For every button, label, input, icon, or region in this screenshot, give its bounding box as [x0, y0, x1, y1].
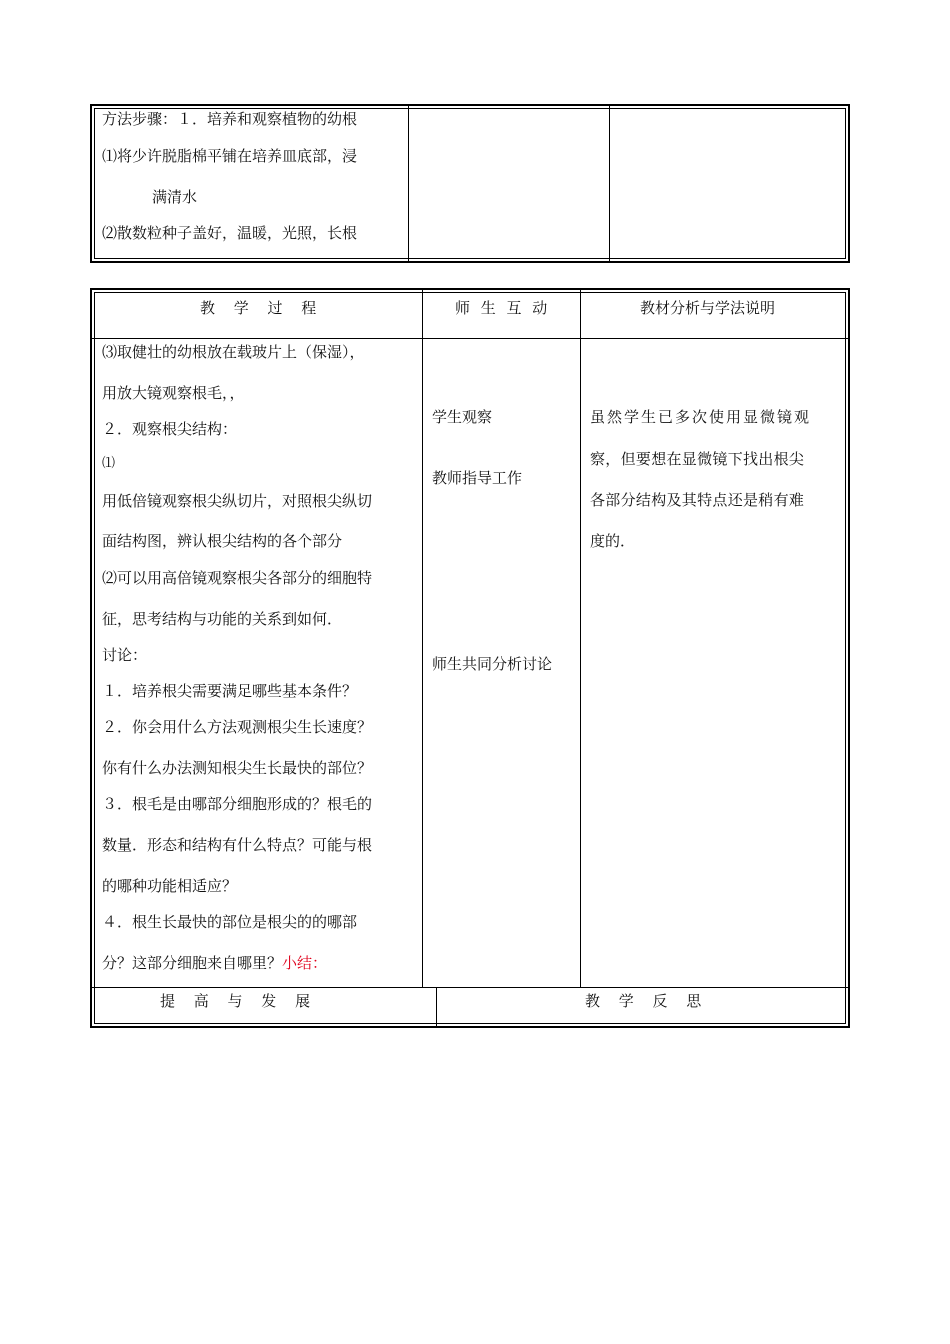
process-line: 征，思考结构与功能的关系到如何． — [102, 610, 343, 628]
interaction-student-observe: 学生观察 — [432, 408, 493, 426]
discussion-question: 你有什么办法测知根尖生长最快的部位？ — [102, 759, 373, 777]
process-line: ２．观察根尖结构： — [102, 420, 238, 438]
process-line: ⑴ — [102, 456, 116, 471]
interaction-joint-discussion: 师生共同分析讨论 — [432, 655, 553, 673]
discussion-question: ３．根毛是由哪部分细胞形成的？根毛的 — [102, 795, 373, 813]
discussion-question: ２．你会用什么方法观测根尖生长速度？ — [102, 718, 373, 736]
col-divider-1 — [422, 290, 423, 987]
discussion-question: 数量．形态和结构有什么特点？可能与根 — [102, 836, 373, 854]
process-line: ⑶取健壮的幼根放在载玻片上（保湿）， — [102, 343, 365, 361]
discussion-label: 讨论： — [102, 646, 148, 664]
discussion-question: ４．根生长最快的部位是根尖的的哪部 — [102, 913, 358, 931]
footer-row-divider — [92, 987, 848, 988]
header-teaching-process: 教 学 过 程 — [200, 299, 317, 317]
summary-label: 小结： — [282, 954, 328, 972]
analysis-line: 虽然学生已多次使用显微镜观 — [590, 408, 812, 426]
table1-divider-1 — [408, 106, 409, 261]
discussion-question-text: 分？这部分细胞来自哪里？ — [102, 954, 283, 972]
method-step-1-cont: 满清水 — [152, 188, 198, 206]
process-line: 用低倍镜观察根尖纵切片，对照根尖纵切 — [102, 492, 373, 510]
header-material-analysis: 教材分析与学法说明 — [640, 299, 776, 317]
method-step-2: ⑵散数粒种子盖好，温暖，光照，长根 — [102, 224, 358, 242]
analysis-line: 度的． — [590, 532, 636, 550]
process-line: 面结构图，辨认根尖结构的各个部分 — [102, 532, 343, 550]
analysis-line: 察，但要想在显微镜下找出根尖 — [590, 450, 805, 468]
header-row-divider — [92, 338, 848, 339]
process-line: 用放大镜观察根毛，， — [102, 384, 245, 402]
footer-improvement-development: 提 高 与 发 展 — [160, 992, 311, 1010]
interaction-teacher-guidance: 教师指导工作 — [432, 469, 523, 487]
footer-teaching-reflection: 教 学 反 思 — [585, 992, 702, 1010]
method-step-title: 方法步骤：１．培养和观察植物的幼根 — [102, 110, 358, 128]
col-divider-2 — [580, 290, 581, 987]
discussion-question: 的哪种功能相适应？ — [102, 877, 238, 895]
analysis-line: 各部分结构及其特点还是稍有难 — [590, 491, 805, 509]
discussion-question: １．培养根尖需要满足哪些基本条件？ — [102, 682, 358, 700]
table1-divider-2 — [609, 106, 610, 261]
process-line: ⑵可以用高倍镜观察根尖各部分的细胞特 — [102, 569, 373, 587]
header-teacher-student-interaction: 师 生 互 动 — [455, 299, 548, 317]
footer-col-divider — [436, 987, 437, 1026]
method-step-1: ⑴将少许脱脂棉平铺在培养皿底部，浸 — [102, 147, 358, 165]
discussion-question-last — [102, 953, 327, 973]
